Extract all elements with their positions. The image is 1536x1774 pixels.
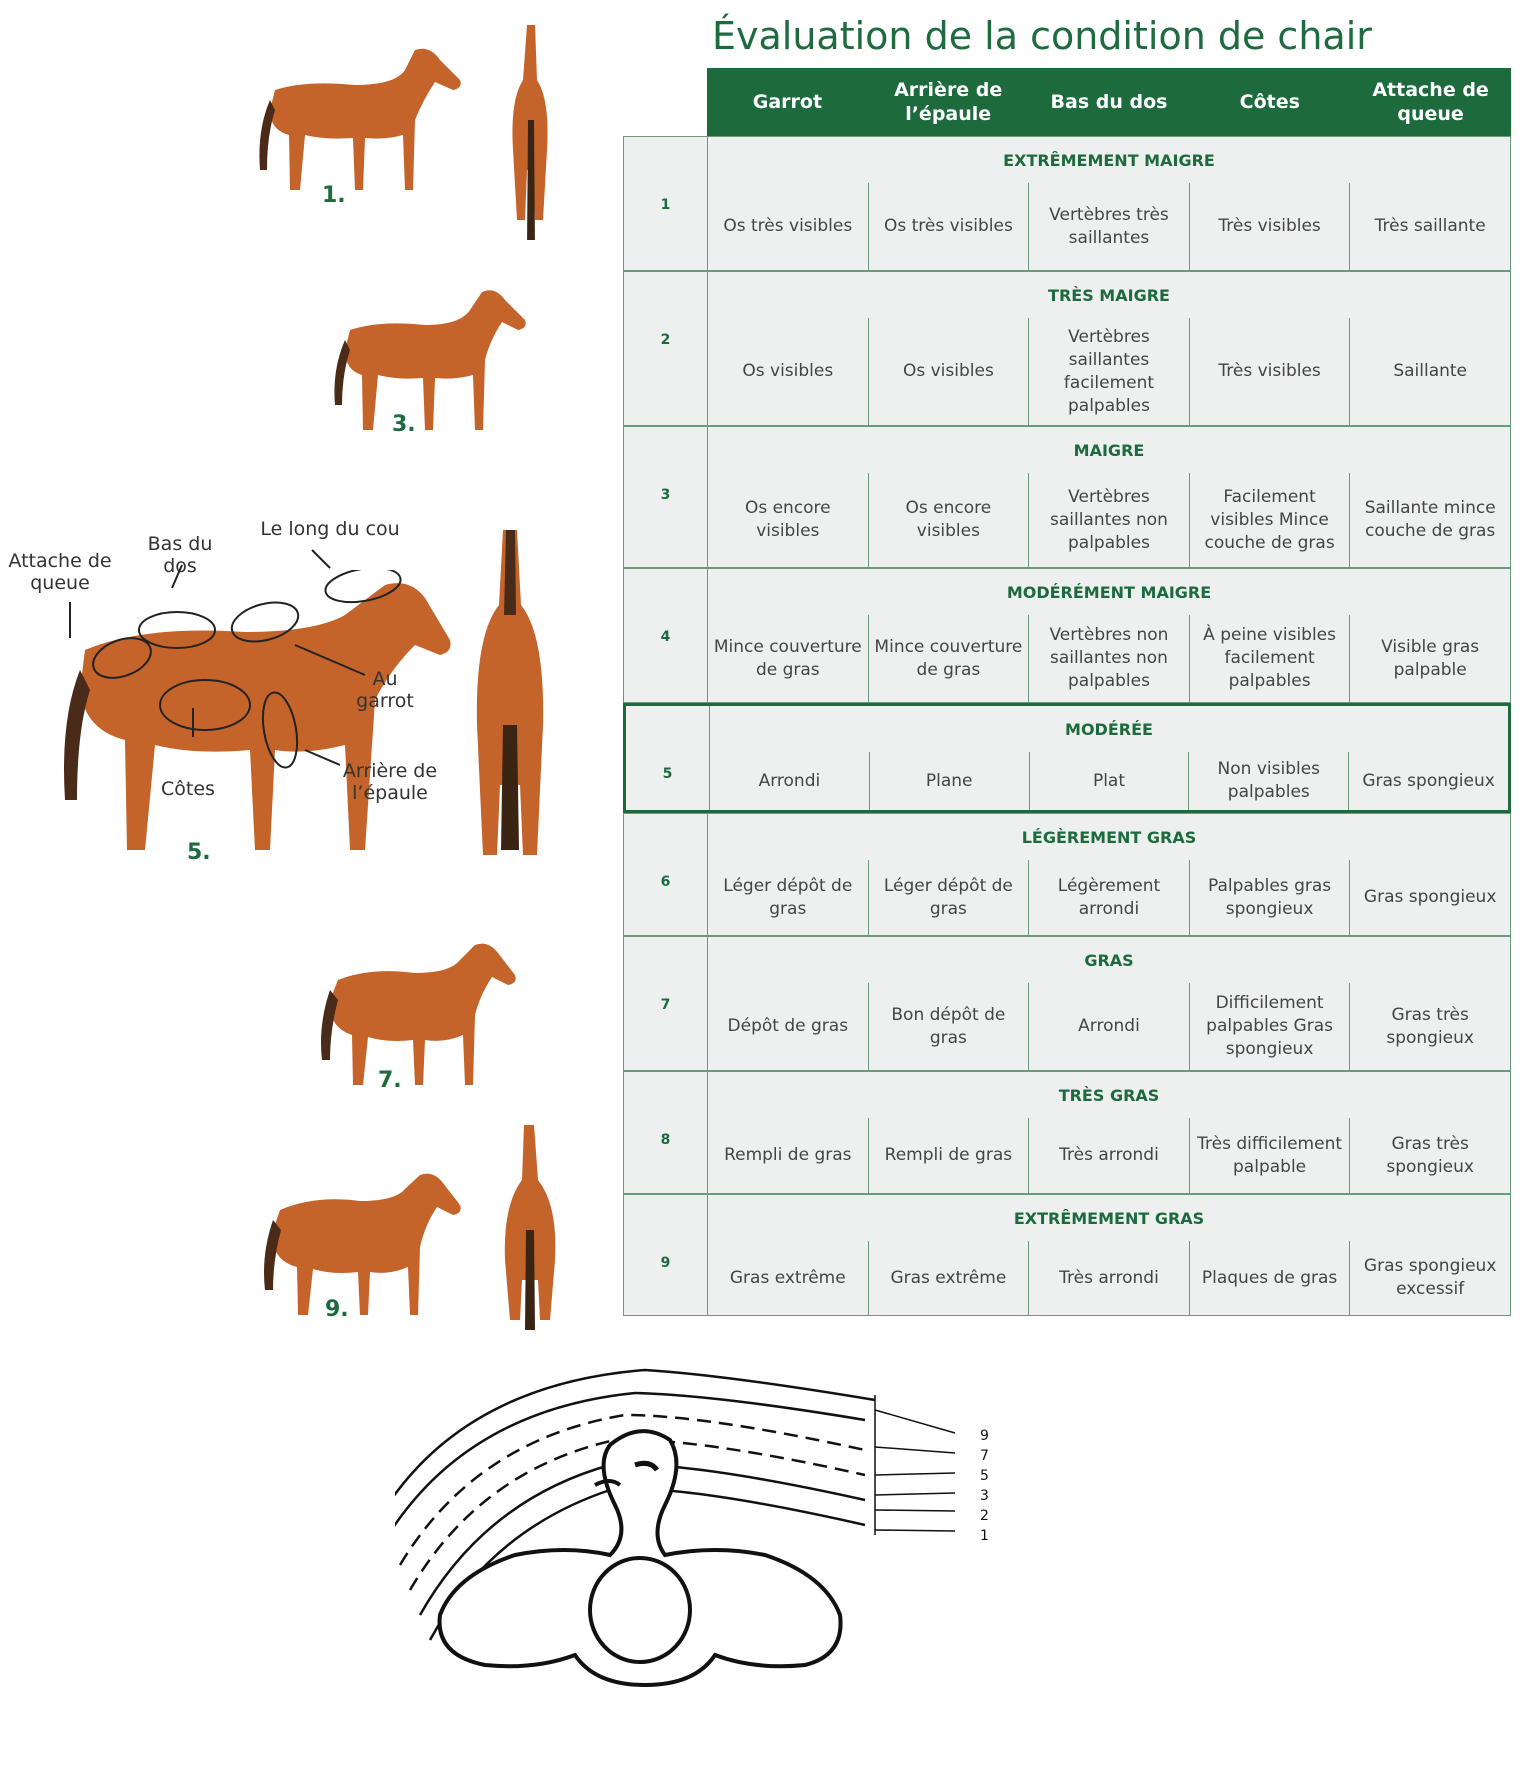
horse-label-1: 1. [322,183,346,208]
cell-bas-du-dos: Plat [1030,752,1190,810]
annotation-back: Bas du dos [147,533,213,577]
header-bas-du-dos: Bas du dos [1050,91,1168,113]
cell-attache-queue: Gras spongieux excessif [1363,1256,1497,1299]
cell-attache-queue: Gras très spongieux [1386,1133,1474,1177]
cell-arriere-epaule: Os très visibles [869,183,1030,270]
annotation-tail: Attache de queue [8,550,112,594]
cell-cotes: Très visibles [1190,318,1351,425]
row-number: 3 [624,427,708,567]
cell-bas-du-dos: Vertèbres saillantes facilement palpables [1029,318,1190,425]
cell-cotes: À peine visibles facilement palpables [1190,615,1351,702]
cell-attache-queue: Gras spongieux [1363,887,1497,907]
cell-attache-queue: Très saillante [1374,216,1486,236]
cell-garrot: Dépôt de gras [708,983,869,1070]
horse-label-7: 7. [378,1068,402,1093]
cell-arriere-epaule: Rempli de gras [869,1118,1030,1193]
cell-cotes: Difficilement palpables Gras spongieux [1190,983,1351,1070]
cell-bas-du-dos: Vertèbres non saillantes non palpables [1029,615,1190,702]
header-garrot: Garrot [752,91,823,113]
cell-bas-du-dos: Très arrondi [1029,1241,1190,1315]
cell-cotes: Plaques de gras [1190,1241,1351,1315]
horse-5-rear-image [465,525,555,865]
row-number: 4 [624,569,708,702]
cross-section-label: 7 [980,1448,989,1464]
cell-bas-du-dos: Très arrondi [1029,1118,1190,1193]
cell-garrot: Rempli de gras [708,1118,869,1193]
annotation-shoulder: Arrière de l’épaule [342,760,438,804]
row-number: 9 [624,1195,708,1315]
cell-bas-du-dos: Légèrement arrondi [1029,860,1190,935]
horse-3-side-image [320,280,540,440]
cell-bas-du-dos: Vertèbres très saillantes [1029,183,1190,270]
cell-attache-queue: Gras spongieux [1362,770,1495,791]
row-category: MODÉRÉMENT MAIGRE [708,569,1510,616]
horse-label-3: 3. [392,412,416,437]
cell-garrot: Mince couverture de gras [708,615,869,702]
cell-arriere-epaule: Os encore visibles [869,473,1030,567]
cell-garrot: Os encore visibles [708,473,869,567]
header-arriere-epaule: Arrière de l’épaule [894,79,1003,125]
table-row-2 [623,271,1511,426]
horse-7-side-image [310,935,530,1095]
table-row-3 [623,426,1511,568]
cell-bas-du-dos: Vertèbres saillantes non palpables [1029,473,1190,567]
cell-bas-du-dos: Arrondi [1029,983,1190,1070]
horse-1-rear-image [505,20,555,240]
table-row-9 [623,1194,1511,1316]
cell-arriere-epaule: Os visibles [869,318,1030,425]
cell-arriere-epaule: Gras extrême [869,1241,1030,1315]
horse-1-side-image [245,40,475,215]
horse-9-rear-image [500,1120,560,1330]
cell-attache-queue: Gras très spongieux [1386,1004,1474,1048]
page-title: Évaluation de la condition de chair [712,14,1372,58]
cell-garrot: Arrondi [710,752,870,810]
cell-cotes: Non visibles palpables [1189,752,1349,810]
row-number: 5 [626,706,710,810]
row-category: MAIGRE [708,427,1510,474]
table-row-5 [623,703,1511,813]
annotation-withers: Au garrot [356,668,414,712]
row-category: EXTRÊMEMENT GRAS [708,1195,1510,1242]
cross-section-label: 3 [980,1488,989,1504]
cross-section-label: 1 [980,1528,989,1544]
header-cotes: Côtes [1239,91,1300,113]
cross-section-label: 2 [980,1508,989,1524]
row-number: 2 [624,272,708,425]
horse-label-9: 9. [325,1297,349,1322]
annotation-arrows [0,540,450,780]
cell-arriere-epaule: Mince couverture de gras [869,615,1030,702]
row-category: GRAS [708,937,1510,984]
row-number: 1 [624,137,708,270]
row-category: TRÈS MAIGRE [708,272,1510,319]
cell-cotes: Très difficilement palpable [1190,1118,1351,1193]
table-header [707,68,1511,136]
annotation-neck: Le long du cou [260,518,400,540]
row-number: 6 [624,814,708,935]
cell-garrot: Gras extrême [708,1241,869,1315]
cell-cotes: Très visibles [1190,183,1351,270]
cross-section-label: 5 [980,1468,989,1484]
cell-attache-queue: Visible gras palpable [1381,636,1480,680]
table-row-6 [623,813,1511,936]
cell-arriere-epaule: Plane [870,752,1030,810]
cell-garrot: Os visibles [708,318,869,425]
cell-cotes: Facilement visibles Mince couche de gras [1190,473,1351,567]
row-category: MODÉRÉE [710,706,1508,753]
horse-label-5: 5. [187,840,211,865]
fat-cover-cross-section-diagram [395,1365,1015,1765]
table-row-8 [623,1071,1511,1194]
row-category: TRÈS GRAS [708,1072,1510,1119]
cell-cotes: Palpables gras spongieux [1190,860,1351,935]
cell-garrot: Léger dépôt de gras [708,860,869,935]
table-row-7 [623,936,1511,1071]
row-number: 7 [624,937,708,1070]
row-category: LÉGÈREMENT GRAS [708,814,1510,861]
cell-garrot: Os très visibles [708,183,869,270]
cell-attache-queue: Saillante [1393,361,1468,381]
row-category: EXTRÊMEMENT MAIGRE [708,137,1510,184]
table-row-1 [623,136,1511,271]
cross-section-label: 9 [980,1428,989,1444]
horse-9-side-image [255,1165,470,1325]
header-attache-queue: Attache de queue [1372,79,1489,125]
cell-attache-queue: Saillante mince couche de gras [1364,498,1496,541]
cell-arriere-epaule: Léger dépôt de gras [869,860,1030,935]
row-number: 8 [624,1072,708,1193]
annotation-ribs: Côtes [161,778,215,800]
table-row-4 [623,568,1511,703]
cell-arriere-epaule: Bon dépôt de gras [869,983,1030,1070]
